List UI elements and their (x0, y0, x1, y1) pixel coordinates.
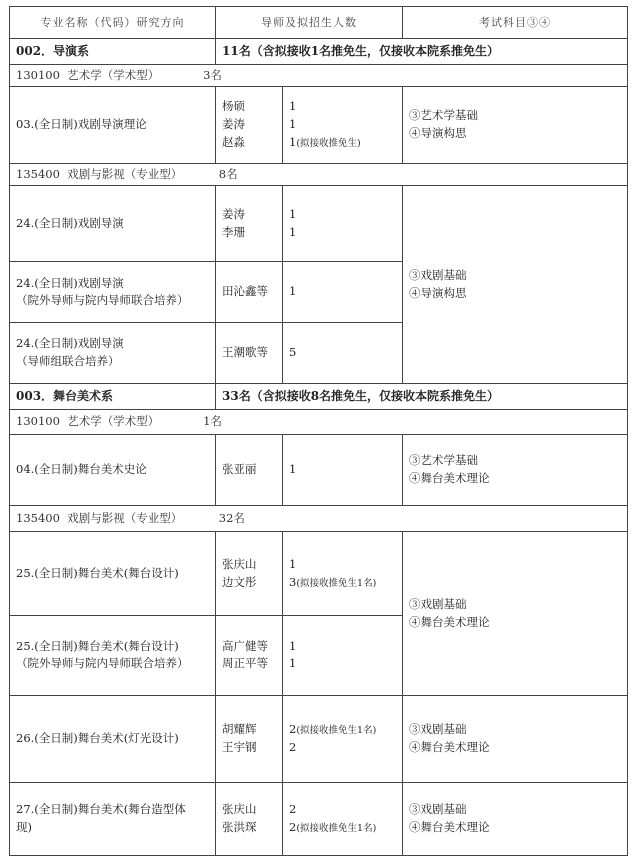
tutor-cell (216, 696, 283, 783)
exam-subject: ③戏剧基础 (409, 802, 467, 817)
quota-number: 1 (289, 207, 297, 222)
tutor-cell (216, 782, 283, 855)
direction-cell (10, 434, 216, 505)
major-count: 32名 (218, 510, 245, 525)
exam-subject: ④导演构思 (409, 285, 467, 300)
direction-cell (10, 615, 216, 695)
header-row (10, 7, 628, 39)
direction-text: 26.(全日制)舞台美术(灯光设计) (16, 731, 179, 746)
direction-text: 03.(全日制)戏剧导演理论 (16, 117, 147, 132)
quota-number: 2 (289, 722, 297, 737)
direction-subtext: 现) (16, 819, 32, 834)
direction-cell (10, 532, 216, 615)
quota-number: 1 (289, 117, 297, 132)
quota-note: (拟接收推免生1名) (296, 822, 377, 834)
quota-cell (283, 186, 403, 262)
major-name: 戏剧与影视（专业型） (67, 166, 183, 181)
quota-cell (283, 87, 403, 163)
direction-text: 24.(全日制)戏剧导演 (16, 275, 124, 290)
quota-note: (拟接收推免生1名) (296, 725, 377, 737)
quota-number: 1 (289, 461, 297, 476)
exam-subject: ④舞台美术理论 (409, 470, 490, 485)
tutor-name: 周正平等 (222, 656, 268, 671)
quota-number: 3 (289, 574, 297, 589)
major-info (10, 64, 628, 87)
tutor-name: 李珊 (222, 224, 245, 239)
header-exam-subjects: 考试科目③④ (403, 7, 628, 39)
quota-entry (289, 574, 396, 592)
tutor-name: 张亚丽 (222, 461, 257, 476)
major-count: 1名 (203, 413, 222, 428)
subjects-cell (403, 696, 628, 783)
subjects-cell (403, 87, 628, 163)
tutor-name: 张庆山 (222, 802, 257, 817)
major-info (10, 409, 628, 434)
tutor-cell (216, 262, 283, 323)
major-code: 135400 (16, 166, 60, 181)
exam-subject: ④舞台美术理论 (409, 819, 490, 834)
exam-subject: ③艺术学基础 (409, 108, 478, 123)
major-row (10, 163, 628, 186)
exam-subject: ④舞台美术理论 (409, 614, 490, 629)
tutor-cell (216, 615, 283, 695)
direction-row (10, 532, 628, 615)
dept-name: 003．舞台美术系 (10, 384, 216, 410)
direction-text: 24.(全日制)戏剧导演 (16, 336, 124, 351)
quota-cell (283, 615, 403, 695)
tutor-cell (216, 87, 283, 163)
direction-row (10, 186, 628, 262)
direction-text: 04.(全日制)舞台美术史论 (16, 461, 147, 476)
direction-cell (10, 262, 216, 323)
tutor-cell (216, 323, 283, 384)
tutor-cell (216, 532, 283, 615)
major-name: 艺术学（学术型） (67, 413, 160, 428)
quota-cell (283, 262, 403, 323)
exam-subject: ③戏剧基础 (409, 722, 467, 737)
direction-cell (10, 323, 216, 384)
tutor-name: 姜涛 (222, 117, 245, 132)
direction-text: 24.(全日制)戏剧导演 (16, 215, 124, 230)
quota-note: (拟接收推免生1名) (296, 577, 377, 589)
quota-number: 2 (289, 802, 297, 817)
quota-number: 1 (289, 656, 297, 671)
dept-row (10, 38, 628, 64)
subjects-cell (403, 186, 628, 384)
quota-entry (289, 721, 396, 739)
dept-row (10, 384, 628, 410)
major-code: 135400 (16, 510, 60, 525)
tutor-name: 姜涛 (222, 207, 245, 222)
tutor-name: 胡耀辉 (222, 722, 257, 737)
direction-row (10, 782, 628, 855)
major-row (10, 409, 628, 434)
header-tutors-quota: 导师及拟招生人数 (216, 7, 403, 39)
major-row (10, 64, 628, 87)
major-row (10, 505, 628, 532)
direction-text: 25.(全日制)舞台美术(舞台设计) (16, 638, 179, 653)
quota-number: 5 (289, 345, 297, 360)
direction-cell (10, 87, 216, 163)
quota-number: 1 (289, 99, 297, 114)
quota-cell (283, 696, 403, 783)
dept-quota: 11名（含拟接收1名推免生，仅接收本院系推免生） (216, 38, 628, 64)
direction-row (10, 696, 628, 783)
direction-subtext: （院外导师与院内导师联合培养） (16, 656, 189, 671)
direction-text: 25.(全日制)舞台美术(舞台设计) (16, 565, 179, 580)
major-name: 艺术学（学术型） (67, 67, 160, 82)
quota-number: 2 (289, 739, 297, 754)
dept-quota: 33名（含拟接收8名推免生，仅接收本院系推免生） (216, 384, 628, 410)
exam-subject: ③戏剧基础 (409, 596, 467, 611)
quota-number: 1 (289, 638, 297, 653)
major-count: 3名 (203, 67, 222, 82)
direction-row (10, 434, 628, 505)
direction-subtext: （院外导师与院内导师联合培养） (16, 293, 189, 308)
direction-text: 27.(全日制)舞台美术(舞台造型体 (16, 802, 186, 817)
major-code: 130100 (16, 67, 60, 82)
quota-note: (拟接收推免生) (296, 137, 361, 149)
direction-row (10, 87, 628, 163)
direction-cell (10, 186, 216, 262)
major-name: 戏剧与影视（专业型） (67, 510, 183, 525)
header-major-direction: 专业名称（代码）研究方向 (10, 7, 216, 39)
quota-entry (289, 819, 396, 837)
direction-cell (10, 696, 216, 783)
tutor-cell (216, 434, 283, 505)
quota-cell (283, 434, 403, 505)
quota-cell (283, 323, 403, 384)
quota-entry (289, 134, 396, 152)
subjects-cell (403, 532, 628, 696)
tutor-name: 边文彤 (222, 574, 257, 589)
quota-cell (283, 532, 403, 615)
tutor-name: 赵淼 (222, 134, 245, 149)
major-info (10, 163, 628, 186)
dept-name: 002．导演系 (10, 38, 216, 64)
major-count: 8名 (218, 166, 238, 181)
tutor-name: 田沁鑫等 (222, 284, 268, 299)
tutor-name: 张庆山 (222, 556, 257, 571)
quota-number: 1 (289, 134, 297, 149)
tutor-name: 王宇钢 (222, 739, 257, 754)
enrollment-table (9, 6, 628, 856)
tutor-name: 高广健等 (222, 638, 268, 653)
quota-number: 1 (289, 224, 297, 239)
tutor-name: 王潮歌等 (222, 345, 268, 360)
major-code: 130100 (16, 413, 60, 428)
exam-subject: ④舞台美术理论 (409, 739, 490, 754)
direction-cell (10, 782, 216, 855)
tutor-name: 杨硕 (222, 99, 245, 114)
quota-number: 2 (289, 819, 297, 834)
tutor-name: 张洪琛 (222, 819, 257, 834)
tutor-cell (216, 186, 283, 262)
quota-cell (283, 782, 403, 855)
major-info (10, 505, 628, 532)
exam-subject: ③艺术学基础 (409, 452, 478, 467)
exam-subject: ③戏剧基础 (409, 267, 467, 282)
quota-number: 1 (289, 556, 297, 571)
subjects-cell (403, 434, 628, 505)
exam-subject: ④导演构思 (409, 125, 467, 140)
direction-subtext: （导师组联合培养） (16, 354, 120, 369)
quota-number: 1 (289, 284, 297, 299)
subjects-cell (403, 782, 628, 855)
